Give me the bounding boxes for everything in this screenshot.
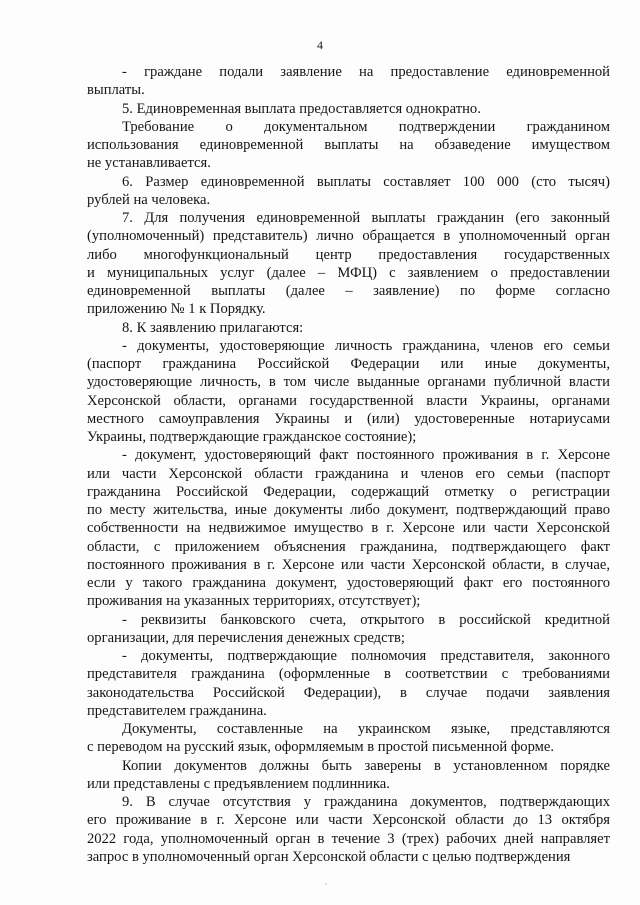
text-line: Требование о документальном подтверждении гражданином: [122, 118, 610, 135]
text-line: приложению № 1 к Порядку.: [87, 301, 266, 318]
text-line: представителя гражданина (оформленные в соответствии с требованиями: [87, 666, 610, 683]
text-line: удостоверяющие личность, в том числе выданные органами публичной власти: [87, 374, 610, 391]
text-line: 5. Единовременная выплата предоставляется однократно.: [122, 100, 481, 117]
text-line: единовременной выплаты (далее – заявление) по форме согласно: [87, 283, 610, 299]
text-line: организации, для перечисления денежных средств;: [87, 629, 405, 646]
text-line: (паспорт гражданина Российской Федерации или иные документы,: [87, 356, 610, 372]
paragraph-p-ukrainian: [87, 720, 610, 757]
text-line: рублей на человека.: [87, 191, 211, 208]
text-line: 2022 года, уполномоченный орган в течение 3 (трех) рабочих дней направляет: [87, 830, 610, 847]
text-line: собственности на недвижимое имущество в г. Херсоне или части Херсонской: [87, 520, 610, 537]
text-line: - документ, удостоверяющий факт постоянного проживания в г. Херсоне: [122, 447, 610, 464]
text-line: представителем гражданина.: [87, 702, 267, 719]
text-line: не устанавливается.: [87, 155, 211, 172]
paragraph-p8-docs-residence: [87, 446, 610, 610]
paragraph-p-applied: [87, 63, 610, 100]
text-line: гражданина Российской Федерации, содержащий отметку о регистрации: [87, 483, 610, 500]
paragraph-p8-bank: [87, 611, 610, 648]
text-line: и муниципальных услуг (далее – МФЦ) с заявлением о предоставлении: [87, 264, 610, 281]
paragraph-p-requirement: [87, 118, 610, 173]
paragraph-p7: [87, 209, 610, 319]
paragraph-p8-docs-identity: [87, 337, 610, 447]
paragraph-p8: [87, 319, 610, 337]
text-line: 7. Для получения единовременной выплаты гражданин (его законный: [122, 210, 610, 226]
paragraph-p5: [87, 100, 610, 118]
text-line: - граждане подали заявление на предоставление единовременной: [122, 64, 610, 80]
text-line: 6. Размер единовременной выплаты составляет 100 000 (сто тысяч): [122, 173, 610, 190]
text-line: использования единовременной выплаты на обзаведение имуществом: [87, 137, 610, 153]
text-line: если у такого гражданина документ, удостоверяющий факт его постоянного: [87, 575, 610, 591]
text-line: запрос в уполномоченный орган Херсонской области с целью подтверждения: [87, 848, 571, 865]
text-line: Украины, подтверждающие гражданское состояние);: [87, 429, 417, 445]
text-line: - документы, подтверждающие полномочия представителя, законного: [122, 648, 610, 664]
text-line: Херсонской области, органами государственной власти Украины, органами: [87, 392, 610, 409]
text-line: области, с приложением объяснения гражданина, подтверждающего факт: [87, 538, 610, 555]
text-line: 9. В случае отсутствия у гражданина документов, подтверждающих: [122, 794, 610, 810]
text-line: законодательства Российской Федерации), в случае подачи заявления: [87, 684, 610, 701]
text-line: местного самоуправления Украины и (или) удостоверенные нотариусами: [87, 410, 610, 427]
paragraph-p9: [87, 793, 610, 866]
document-body: [87, 63, 610, 866]
text-line: проживания на указанных территориях, отсутствует);: [87, 593, 421, 610]
text-line: 8. К заявлению прилагаются:: [122, 319, 304, 336]
text-line: Копии документов должны быть заверены в установленном порядке: [122, 757, 610, 774]
scan-mark: ,: [325, 877, 327, 886]
page-number: 4: [317, 38, 323, 52]
text-line: либо многофункциональный центр предоставления государственных: [87, 246, 610, 263]
text-line: - документы, удостоверяющие личность гражданина, членов его семьи: [122, 337, 610, 354]
text-line: с переводом на русский язык, оформляемым в простой письменной форме.: [87, 739, 555, 756]
text-line: (уполномоченный) представитель) лично обращается в уполномоченный орган: [87, 228, 610, 245]
text-line: Документы, составленные на украинском языке, представляются: [122, 721, 610, 737]
paragraph-p-copies: [87, 757, 610, 794]
text-line: его проживание в г. Херсоне или части Херсонской области до 13 октября: [87, 812, 610, 829]
paragraph-p8-representative: [87, 647, 610, 720]
text-line: или представлены с предъявлением подлинника.: [87, 775, 390, 792]
text-line: выплаты.: [87, 82, 145, 99]
text-line: - реквизиты банковского счета, открытого в российской кредитной: [122, 611, 610, 628]
text-line: по месту жительства, иные документы либо документ, подтверждающий право: [87, 502, 610, 518]
text-line: постоянного проживания в г. Херсоне или части Херсонской области, в случае,: [87, 556, 610, 573]
paragraph-p6: [87, 173, 610, 210]
text-line: или части Херсонской области гражданина и членов его семьи (паспорт: [87, 465, 610, 482]
